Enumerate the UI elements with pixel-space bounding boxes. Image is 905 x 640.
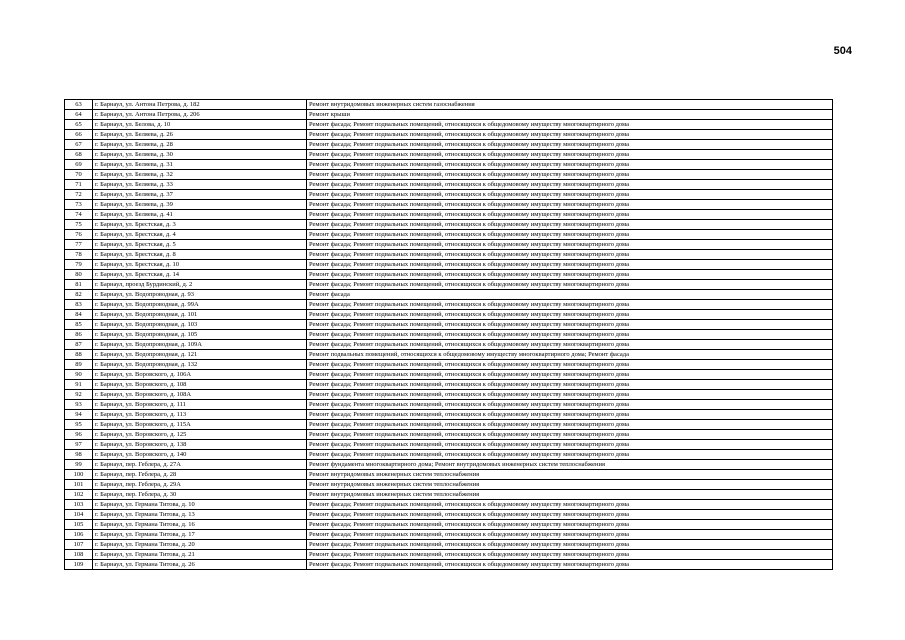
row-number-cell: 89 (65, 360, 93, 370)
row-number-cell: 95 (65, 420, 93, 430)
table-row (65, 470, 833, 480)
address-cell: г. Барнаул, ул. Брестская, д. 3 (93, 220, 307, 230)
address-cell: г. Барнаул, ул. Германа Титова, д. 17 (93, 530, 307, 540)
row-number-cell: 100 (65, 470, 93, 480)
table-row (65, 290, 833, 300)
row-number-cell: 84 (65, 310, 93, 320)
address-cell: г. Барнаул, ул. Воровского, д. 111 (93, 400, 307, 410)
row-number-cell: 102 (65, 490, 93, 500)
row-number-cell: 107 (65, 540, 93, 550)
table-row (65, 380, 833, 390)
work-type-cell: Ремонт фасада; Ремонт подвальных помещений, относящихся к общедомовому имуществу многоквартирного дома (307, 390, 833, 400)
work-type-cell: Ремонт фасада; Ремонт подвальных помещений, относящихся к общедомовому имуществу многоквартирного дома (307, 210, 833, 220)
table-row (65, 540, 833, 550)
address-cell: г. Барнаул, ул. Водопроводная, д. 101 (93, 310, 307, 320)
table-row (65, 350, 833, 360)
row-number-cell: 101 (65, 480, 93, 490)
table-row (65, 110, 833, 120)
address-cell: г. Барнаул, ул. Брестская, д. 8 (93, 250, 307, 260)
table-row (65, 400, 833, 410)
table-row (65, 390, 833, 400)
address-cell: г. Барнаул, ул. Беляева, д. 41 (93, 210, 307, 220)
table-row (65, 360, 833, 370)
row-number-cell: 66 (65, 130, 93, 140)
row-number-cell: 108 (65, 550, 93, 560)
work-type-cell: Ремонт фундамента многоквартирного дома; Ремонт внутридомовых инженерных систем теплоснабжения (307, 460, 833, 470)
row-number-cell: 67 (65, 140, 93, 150)
address-cell: г. Барнаул, ул. Воровского, д. 106А (93, 370, 307, 380)
row-number-cell: 74 (65, 210, 93, 220)
work-type-cell: Ремонт фасада; Ремонт подвальных помещений, относящихся к общедомовому имуществу многоквартирного дома (307, 190, 833, 200)
address-cell: г. Барнаул, ул. Беляева, д. 33 (93, 180, 307, 190)
row-number-cell: 98 (65, 450, 93, 460)
address-cell: г. Барнаул, ул. Воровского, д. 108 (93, 380, 307, 390)
row-number-cell: 90 (65, 370, 93, 380)
work-type-cell: Ремонт фасада; Ремонт подвальных помещений, относящихся к общедомовому имуществу многоквартирного дома (307, 130, 833, 140)
work-type-cell: Ремонт фасада; Ремонт подвальных помещений, относящихся к общедомовому имуществу многоквартирного дома (307, 380, 833, 390)
work-type-cell: Ремонт фасада; Ремонт подвальных помещений, относящихся к общедомовому имуществу многоквартирного дома (307, 560, 833, 570)
work-type-cell: Ремонт фасада; Ремонт подвальных помещений, относящихся к общедомовому имуществу многоквартирного дома (307, 520, 833, 530)
table-row (65, 140, 833, 150)
address-cell: г. Барнаул, ул. Беляева, д. 31 (93, 160, 307, 170)
row-number-cell: 88 (65, 350, 93, 360)
address-cell: г. Барнаул, ул. Антона Петрова, д. 182 (93, 100, 307, 110)
work-type-cell: Ремонт внутридомовых инженерных систем теплоснабжения (307, 470, 833, 480)
row-number-cell: 103 (65, 500, 93, 510)
address-cell: г. Барнаул, ул. Беляева, д. 37 (93, 190, 307, 200)
address-cell: г. Барнаул, ул. Водопроводная, д. 105 (93, 330, 307, 340)
address-cell: г. Барнаул, ул. Германа Титова, д. 13 (93, 510, 307, 520)
table-row (65, 420, 833, 430)
row-number-cell: 69 (65, 160, 93, 170)
work-type-cell: Ремонт фасада; Ремонт подвальных помещений, относящихся к общедомовому имуществу многоквартирного дома (307, 270, 833, 280)
repair-register-table (64, 99, 833, 570)
table-row (65, 270, 833, 280)
table-row (65, 450, 833, 460)
work-type-cell: Ремонт фасада; Ремонт подвальных помещений, относящихся к общедомовому имуществу многоквартирного дома (307, 530, 833, 540)
table-row (65, 550, 833, 560)
work-type-cell: Ремонт внутридомовых инженерных систем газоснабжения (307, 100, 833, 110)
row-number-cell: 77 (65, 240, 93, 250)
table-row (65, 330, 833, 340)
address-cell: г. Барнаул, ул. Брестская, д. 5 (93, 240, 307, 250)
address-cell: г. Барнаул, ул. Водопроводная, д. 93 (93, 290, 307, 300)
address-cell: г. Барнаул, ул. Воровского, д. 115А (93, 420, 307, 430)
work-type-cell: Ремонт фасада; Ремонт подвальных помещений, относящихся к общедомовому имуществу многоквартирного дома (307, 330, 833, 340)
table-row (65, 250, 833, 260)
row-number-cell: 75 (65, 220, 93, 230)
work-type-cell: Ремонт фасада; Ремонт подвальных помещений, относящихся к общедомовому имуществу многоквартирного дома (307, 420, 833, 430)
row-number-cell: 91 (65, 380, 93, 390)
row-number-cell: 93 (65, 400, 93, 410)
work-type-cell: Ремонт фасада; Ремонт подвальных помещений, относящихся к общедомовому имуществу многоквартирного дома (307, 430, 833, 440)
table-row (65, 500, 833, 510)
table-row (65, 220, 833, 230)
work-type-cell: Ремонт фасада; Ремонт подвальных помещений, относящихся к общедомовому имуществу многоквартирного дома (307, 300, 833, 310)
address-cell: г. Барнаул, ул. Белова, д. 10 (93, 120, 307, 130)
row-number-cell: 109 (65, 560, 93, 570)
work-type-cell: Ремонт фасада; Ремонт подвальных помещений, относящихся к общедомовому имуществу многоквартирного дома (307, 260, 833, 270)
row-number-cell: 82 (65, 290, 93, 300)
table-row (65, 440, 833, 450)
table-row (65, 560, 833, 570)
work-type-cell: Ремонт фасада; Ремонт подвальных помещений, относящихся к общедомовому имуществу многоквартирного дома (307, 360, 833, 370)
row-number-cell: 83 (65, 300, 93, 310)
table-row (65, 170, 833, 180)
work-type-cell: Ремонт фасада; Ремонт подвальных помещений, относящихся к общедомовому имуществу многоквартирного дома (307, 170, 833, 180)
address-cell: г. Барнаул, ул. Беляева, д. 30 (93, 150, 307, 160)
address-cell: г. Барнаул, ул. Германа Титова, д. 10 (93, 500, 307, 510)
address-cell: г. Барнаул, ул. Водопроводная, д. 121 (93, 350, 307, 360)
table-row (65, 280, 833, 290)
address-cell: г. Барнаул, ул. Германа Титова, д. 21 (93, 550, 307, 560)
table-row (65, 510, 833, 520)
work-type-cell: Ремонт фасада; Ремонт подвальных помещений, относящихся к общедомовому имуществу многоквартирного дома (307, 250, 833, 260)
table-row (65, 130, 833, 140)
work-type-cell: Ремонт фасада; Ремонт подвальных помещений, относящихся к общедомовому имуществу многоквартирного дома (307, 510, 833, 520)
work-type-cell: Ремонт фасада; Ремонт подвальных помещений, относящихся к общедомовому имуществу многоквартирного дома (307, 440, 833, 450)
address-cell: г. Барнаул, ул. Брестская, д. 4 (93, 230, 307, 240)
address-cell: г. Барнаул, проезд Бурдинский, д. 2 (93, 280, 307, 290)
table-row (65, 300, 833, 310)
row-number-cell: 86 (65, 330, 93, 340)
address-cell: г. Барнаул, ул. Беляева, д. 28 (93, 140, 307, 150)
table-row (65, 530, 833, 540)
address-cell: г. Барнаул, ул. Беляева, д. 32 (93, 170, 307, 180)
row-number-cell: 94 (65, 410, 93, 420)
address-cell: г. Барнаул, ул. Воровского, д. 140 (93, 450, 307, 460)
address-cell: г. Барнаул, ул. Водопроводная, д. 99А (93, 300, 307, 310)
work-type-cell: Ремонт фасада; Ремонт подвальных помещений, относящихся к общедомовому имуществу многоквартирного дома (307, 370, 833, 380)
address-cell: г. Барнаул, ул. Воровского, д. 138 (93, 440, 307, 450)
work-type-cell: Ремонт фасада; Ремонт подвальных помещений, относящихся к общедомовому имуществу многоквартирного дома (307, 450, 833, 460)
address-cell: г. Барнаул, ул. Беляева, д. 39 (93, 200, 307, 210)
row-number-cell: 72 (65, 190, 93, 200)
table-row (65, 310, 833, 320)
table-row (65, 210, 833, 220)
table-row (65, 520, 833, 530)
work-type-cell: Ремонт фасада; Ремонт подвальных помещений, относящихся к общедомовому имуществу многоквартирного дома (307, 320, 833, 330)
address-cell: г. Барнаул, ул. Водопроводная, д. 103 (93, 320, 307, 330)
work-type-cell: Ремонт фасада; Ремонт подвальных помещений, относящихся к общедомовому имуществу многоквартирного дома (307, 550, 833, 560)
row-number-cell: 105 (65, 520, 93, 530)
page-number: 504 (833, 45, 852, 57)
address-cell: г. Барнаул, ул. Германа Титова, д. 26 (93, 560, 307, 570)
table-row (65, 200, 833, 210)
work-type-cell: Ремонт крыши (307, 110, 833, 120)
work-type-cell: Ремонт фасада; Ремонт подвальных помещений, относящихся к общедомовому имуществу многоквартирного дома (307, 540, 833, 550)
row-number-cell: 99 (65, 460, 93, 470)
row-number-cell: 64 (65, 110, 93, 120)
table-row (65, 370, 833, 380)
table-row (65, 150, 833, 160)
address-cell: г. Барнаул, ул. Германа Титова, д. 16 (93, 520, 307, 530)
table-body (65, 100, 833, 570)
work-type-cell: Ремонт фасада; Ремонт подвальных помещений, относящихся к общедомовому имуществу многоквартирного дома (307, 140, 833, 150)
table-row (65, 120, 833, 130)
work-type-cell: Ремонт фасада; Ремонт подвальных помещений, относящихся к общедомовому имуществу многоквартирного дома (307, 310, 833, 320)
address-cell: г. Барнаул, ул. Брестская, д. 14 (93, 270, 307, 280)
work-type-cell: Ремонт фасада; Ремонт подвальных помещений, относящихся к общедомовому имуществу многоквартирного дома (307, 230, 833, 240)
table-row (65, 260, 833, 270)
work-type-cell: Ремонт фасада; Ремонт подвальных помещений, относящихся к общедомовому имуществу многоквартирного дома (307, 150, 833, 160)
address-cell: г. Барнаул, ул. Водопроводная, д. 132 (93, 360, 307, 370)
work-type-cell: Ремонт фасада; Ремонт подвальных помещений, относящихся к общедомовому имуществу многоквартирного дома (307, 410, 833, 420)
row-number-cell: 80 (65, 270, 93, 280)
row-number-cell: 92 (65, 390, 93, 400)
row-number-cell: 87 (65, 340, 93, 350)
work-type-cell: Ремонт фасада; Ремонт подвальных помещений, относящихся к общедомовому имуществу многоквартирного дома (307, 240, 833, 250)
work-type-cell: Ремонт внутридомовых инженерных систем теплоснабжения (307, 480, 833, 490)
row-number-cell: 65 (65, 120, 93, 130)
row-number-cell: 79 (65, 260, 93, 270)
work-type-cell: Ремонт фасада; Ремонт подвальных помещений, относящихся к общедомовому имуществу многоквартирного дома (307, 280, 833, 290)
row-number-cell: 71 (65, 180, 93, 190)
table-row (65, 460, 833, 470)
address-cell: г. Барнаул, ул. Брестская, д. 10 (93, 260, 307, 270)
address-cell: г. Барнаул, пер. Геблера, д. 29А (93, 480, 307, 490)
work-type-cell: Ремонт фасада; Ремонт подвальных помещений, относящихся к общедомовому имуществу многоквартирного дома (307, 220, 833, 230)
row-number-cell: 81 (65, 280, 93, 290)
table-row (65, 320, 833, 330)
table-row (65, 430, 833, 440)
table-row (65, 480, 833, 490)
row-number-cell: 97 (65, 440, 93, 450)
row-number-cell: 96 (65, 430, 93, 440)
row-number-cell: 76 (65, 230, 93, 240)
work-type-cell: Ремонт фасада; Ремонт подвальных помещений, относящихся к общедомовому имуществу многоквартирного дома (307, 500, 833, 510)
address-cell: г. Барнаул, ул. Воровского, д. 125 (93, 430, 307, 440)
row-number-cell: 85 (65, 320, 93, 330)
table-row (65, 180, 833, 190)
row-number-cell: 63 (65, 100, 93, 110)
work-type-cell: Ремонт фасада; Ремонт подвальных помещений, относящихся к общедомовому имуществу многоквартирного дома (307, 180, 833, 190)
address-cell: г. Барнаул, ул. Антона Петрова, д. 206 (93, 110, 307, 120)
table-row (65, 340, 833, 350)
table-row (65, 100, 833, 110)
table-row (65, 240, 833, 250)
row-number-cell: 68 (65, 150, 93, 160)
row-number-cell: 104 (65, 510, 93, 520)
address-cell: г. Барнаул, пер. Геблера, д. 27А (93, 460, 307, 470)
table-row (65, 410, 833, 420)
row-number-cell: 78 (65, 250, 93, 260)
table-row (65, 490, 833, 500)
address-cell: г. Барнаул, ул. Беляева, д. 26 (93, 130, 307, 140)
work-type-cell: Ремонт фасада; Ремонт подвальных помещений, относящихся к общедомовому имуществу многоквартирного дома (307, 120, 833, 130)
work-type-cell: Ремонт фасада; Ремонт подвальных помещений, относящихся к общедомовому имуществу многоквартирного дома (307, 200, 833, 210)
table-row (65, 190, 833, 200)
work-type-cell: Ремонт фасада; Ремонт подвальных помещений, относящихся к общедомовому имуществу многоквартирного дома (307, 400, 833, 410)
address-cell: г. Барнаул, пер. Геблера, д. 28 (93, 470, 307, 480)
row-number-cell: 73 (65, 200, 93, 210)
row-number-cell: 106 (65, 530, 93, 540)
address-cell: г. Барнаул, ул. Германа Титова, д. 20 (93, 540, 307, 550)
table-row (65, 230, 833, 240)
address-cell: г. Барнаул, ул. Водопроводная, д. 109А (93, 340, 307, 350)
address-cell: г. Барнаул, пер. Геблера, д. 30 (93, 490, 307, 500)
work-type-cell: Ремонт фасада; Ремонт подвальных помещений, относящихся к общедомовому имуществу многоквартирного дома (307, 160, 833, 170)
work-type-cell: Ремонт внутридомовых инженерных систем теплоснабжения (307, 490, 833, 500)
work-type-cell: Ремонт фасада; Ремонт подвальных помещений, относящихся к общедомовому имуществу многоквартирного дома (307, 340, 833, 350)
address-cell: г. Барнаул, ул. Воровского, д. 113 (93, 410, 307, 420)
table-row (65, 160, 833, 170)
address-cell: г. Барнаул, ул. Воровского, д. 108А (93, 390, 307, 400)
work-type-cell: Ремонт фасада (307, 290, 833, 300)
row-number-cell: 70 (65, 170, 93, 180)
work-type-cell: Ремонт подвальных помещений, относящихся к общедомовому имуществу многоквартирного дома; Ремонт фасада (307, 350, 833, 360)
